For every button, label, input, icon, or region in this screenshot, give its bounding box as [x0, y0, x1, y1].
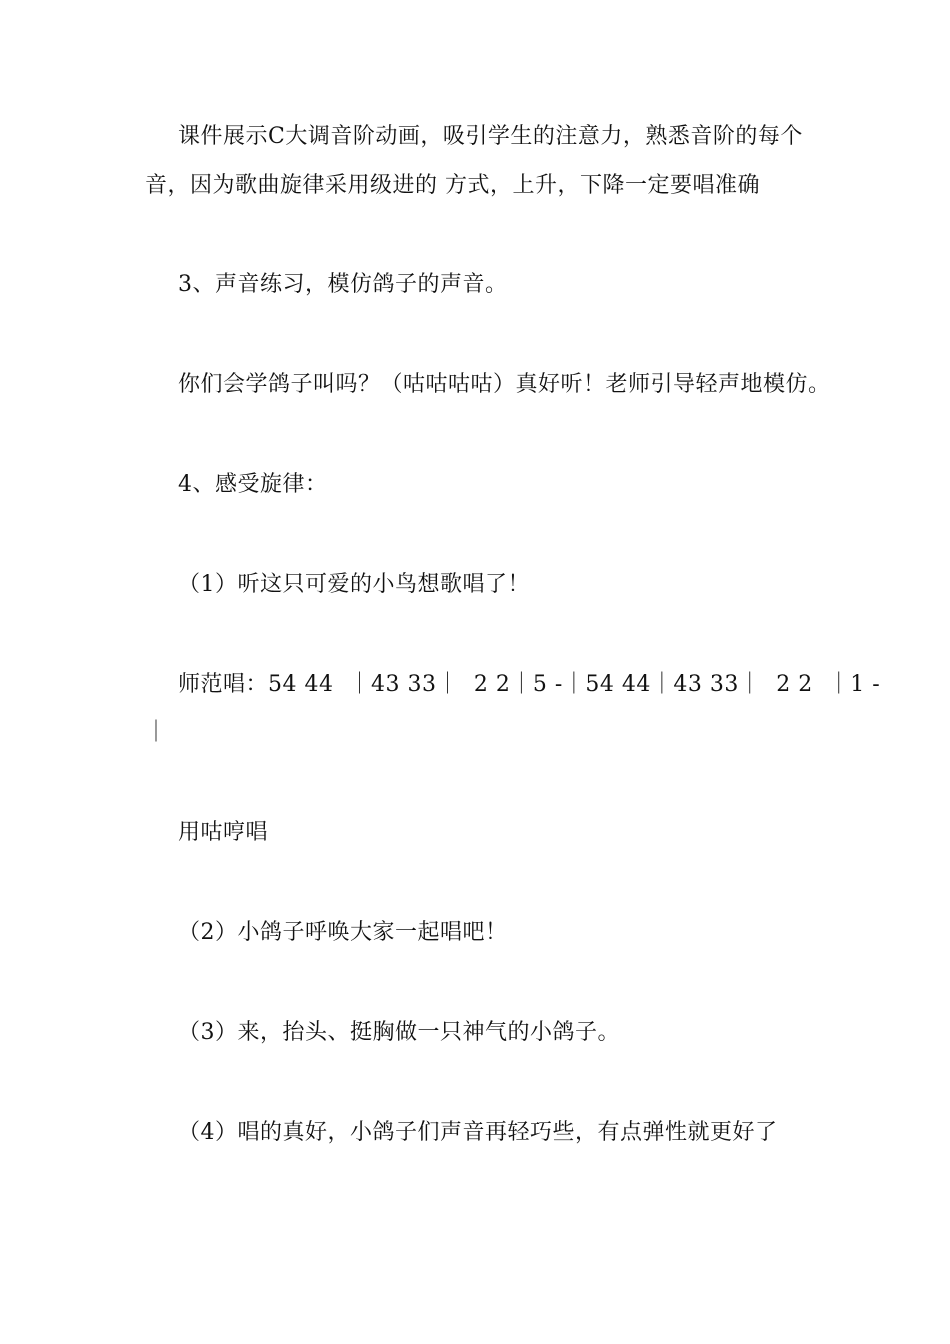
demo-singing-notation-line-1: 师范唱：54 44 ｜43 33｜ 2 2｜5 -｜54 44｜43 33｜ 2 2 ｜1 -: [178, 672, 881, 697]
step-3-text: （3）来，抬头、挺胸做一只神气的小鸽子。: [178, 1020, 620, 1045]
step-1-text: （1）听这只可爱的小鸟想歌唱了！: [178, 572, 530, 597]
hum-instruction: 用咕哼唱: [178, 820, 269, 845]
paragraph-imitate: 你们会学鸽子叫吗？（咕咕咕咕）真好听！老师引导轻声地模仿。: [178, 372, 831, 397]
demo-singing-notation-line-2: ｜: [145, 720, 168, 745]
step-4-text: （4）唱的真好，小鸽子们声音再轻巧些，有点弹性就更好了: [178, 1120, 778, 1145]
section-heading-3: 3、声音练习，模仿鸽子的声音。: [178, 272, 508, 297]
paragraph-intro-line-1: 课件展示C大调音阶动画，吸引学生的注意力，熟悉音阶的每个: [178, 124, 803, 149]
paragraph-intro-line-2: 音，因为歌曲旋律采用级进的 方式，上升，下降一定要唱准确: [145, 173, 760, 198]
step-2-text: （2）小鸽子呼唤大家一起唱吧！: [178, 920, 508, 945]
section-heading-4: 4、感受旋律：: [178, 472, 328, 497]
